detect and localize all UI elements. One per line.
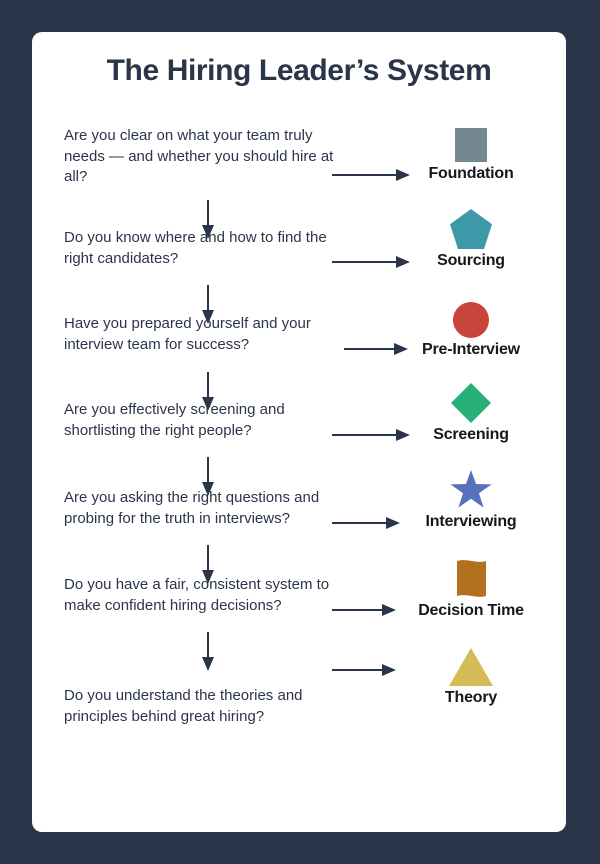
stage-label-theory: Theory: [444, 689, 498, 706]
circle-icon: [453, 302, 489, 338]
stage-marker-pre-interview: [376, 294, 566, 359]
arrow-down-icon: [201, 632, 215, 672]
stage-label-foundation: Foundation: [428, 165, 514, 182]
question-text-screening: Are you effectively screening and shortlisting the right people?: [64, 401, 285, 439]
stage-marker-theory: [376, 642, 566, 707]
shape-container: [376, 642, 566, 686]
arrow-shaft: [207, 545, 209, 573]
diamond-icon: [451, 383, 491, 423]
question-text-pre-interview: Have you prepared yourself and your interview team for success?: [64, 315, 311, 353]
arrow-shaft: [207, 457, 209, 485]
stage-marker-interviewing: [376, 466, 566, 531]
shape-container: [376, 294, 566, 338]
arrow-head: [202, 657, 214, 671]
stage-marker-decision-time: [376, 555, 566, 620]
stage-label-sourcing: Sourcing: [437, 252, 505, 269]
arrow-shaft: [207, 632, 209, 660]
stage-marker-screening: [376, 379, 566, 444]
question-text-sourcing: Do you know where and how to find the right candidates?: [64, 229, 327, 267]
pentagon-icon: [450, 209, 492, 249]
arrow-shaft: [207, 372, 209, 400]
stage-label-interviewing: Interviewing: [425, 513, 517, 530]
square-icon: [455, 128, 487, 162]
stage-marker-foundation: [376, 118, 566, 183]
question-text-decision-time: Do you have a fair, consistent system to make confident hiring decisions?: [64, 576, 330, 614]
shape-container: [376, 118, 566, 162]
diagram-card: [32, 32, 566, 832]
stage-label-decision-time: Decision Time: [418, 602, 524, 619]
page-title: The Hiring Leader’s System: [106, 54, 492, 87]
stage-label-screening: Screening: [433, 426, 509, 443]
shape-container: [376, 205, 566, 249]
shape-container: [376, 379, 566, 423]
arrow-shaft: [207, 285, 209, 313]
question-text-theory: Do you understand the theories and principles behind great hiring?: [64, 687, 303, 725]
question-text-interviewing: Are you asking the right questions and probing for the truth in interviews?: [64, 489, 320, 527]
star-icon: [450, 470, 492, 510]
shape-container: [376, 555, 566, 599]
shape-container: [376, 466, 566, 510]
stage-marker-sourcing: [376, 205, 566, 270]
arrow-shaft: [207, 200, 209, 228]
question-text-foundation: Are you clear on what your team truly needs — and whether you should hire at all?: [64, 127, 334, 185]
banner-icon: [453, 559, 489, 599]
triangle-icon: [449, 648, 493, 686]
stage-label-pre-interview: Pre-Interview: [422, 341, 520, 358]
